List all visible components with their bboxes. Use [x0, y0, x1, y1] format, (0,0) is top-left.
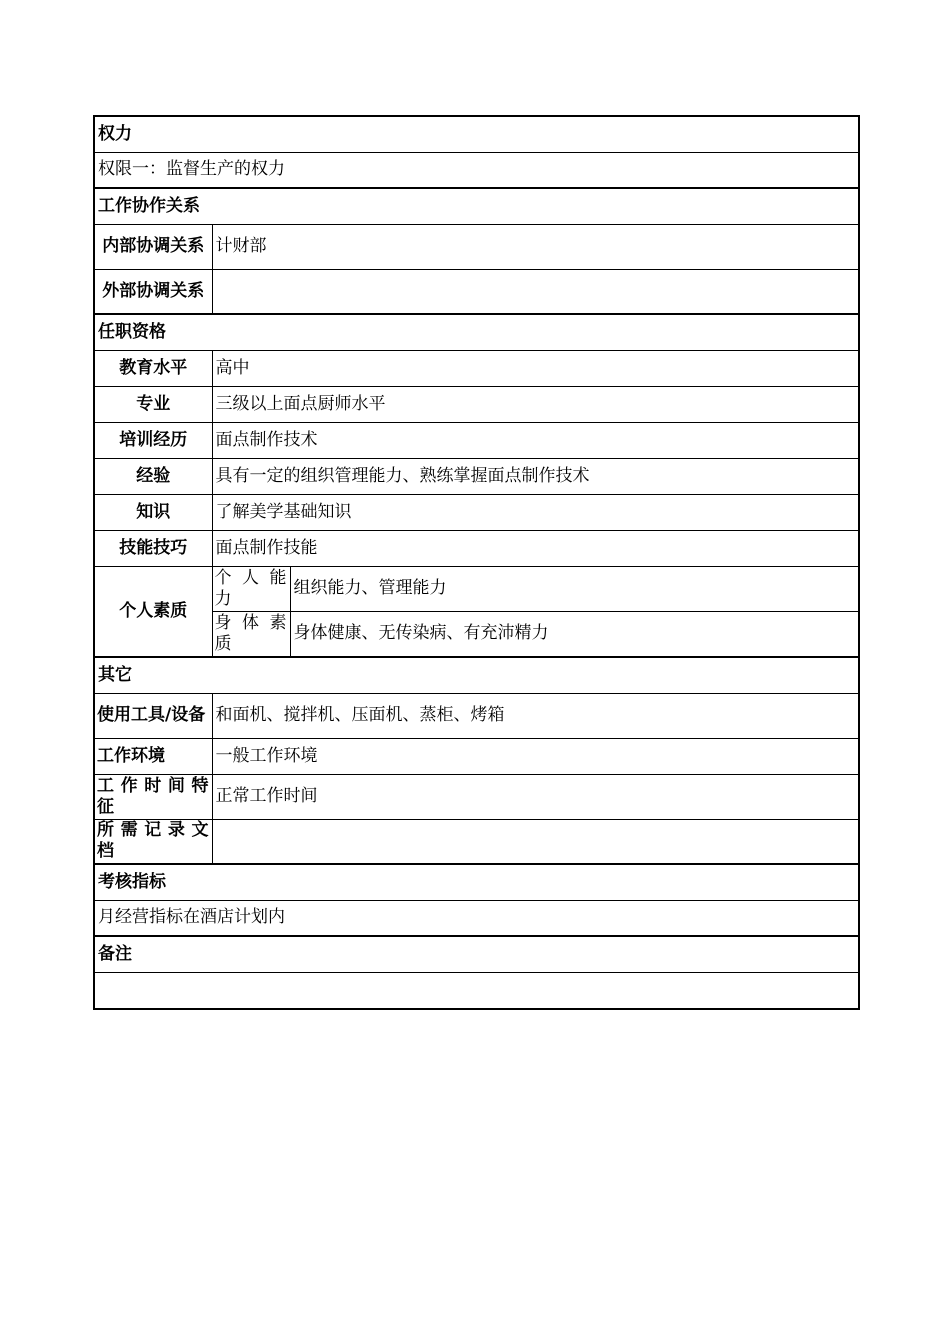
- skills-label: 技能技巧: [94, 530, 212, 566]
- tools-value: 和面机、搅拌机、压面机、蒸柜、烤箱: [212, 693, 859, 738]
- internal-coordination-row: [94, 224, 859, 269]
- job-description-table: [93, 115, 860, 1010]
- internal-coordination-label: 内部协调关系: [94, 224, 212, 269]
- internal-coordination-value: 计财部: [212, 224, 859, 269]
- remarks-row: [94, 972, 859, 1009]
- major-value: 三级以上面点厨师水平: [212, 386, 859, 422]
- work-time-row: [94, 774, 859, 819]
- training-row: [94, 422, 859, 458]
- environment-row: [94, 738, 859, 774]
- authority-content: 权限一：监督生产的权力: [94, 152, 859, 188]
- ability-value: 组织能力、管理能力: [290, 566, 859, 611]
- education-row: [94, 350, 859, 386]
- records-row: [94, 819, 859, 864]
- experience-label: 经验: [94, 458, 212, 494]
- section-qualifications: [94, 314, 859, 350]
- records-value: [212, 819, 859, 864]
- major-row: [94, 386, 859, 422]
- section-assessment: [94, 864, 859, 900]
- records-label: 所 需 记 录 文档: [94, 819, 212, 864]
- section-authority: [94, 116, 859, 152]
- section-heading: 工作协作关系: [94, 188, 859, 224]
- external-coordination-value: [212, 269, 859, 314]
- assessment-row: [94, 900, 859, 936]
- section-other: [94, 657, 859, 693]
- authority-row: [94, 152, 859, 188]
- external-coordination-row: [94, 269, 859, 314]
- knowledge-row: [94, 494, 859, 530]
- skills-value: 面点制作技能: [212, 530, 859, 566]
- personal-quality-label: 个人素质: [94, 566, 212, 657]
- physical-sublabel: 身 体 素质: [212, 611, 290, 657]
- work-time-value: 正常工作时间: [212, 774, 859, 819]
- major-label: 专业: [94, 386, 212, 422]
- section-heading: 其它: [94, 657, 859, 693]
- assessment-content: 月经营指标在酒店计划内: [94, 900, 859, 936]
- external-coordination-label: 外部协调关系: [94, 269, 212, 314]
- environment-label: 工作环境: [94, 738, 212, 774]
- tools-label: 使用工具/设备: [94, 693, 212, 738]
- knowledge-label: 知识: [94, 494, 212, 530]
- section-cooperation: [94, 188, 859, 224]
- experience-value: 具有一定的组织管理能力、熟练掌握面点制作技术: [212, 458, 859, 494]
- education-value: 高中: [212, 350, 859, 386]
- section-heading: 考核指标: [94, 864, 859, 900]
- ability-sublabel: 个 人 能力: [212, 566, 290, 611]
- experience-row: [94, 458, 859, 494]
- skills-row: [94, 530, 859, 566]
- tools-row: [94, 693, 859, 738]
- environment-value: 一般工作环境: [212, 738, 859, 774]
- education-label: 教育水平: [94, 350, 212, 386]
- work-time-label: 工 作 时 间 特征: [94, 774, 212, 819]
- section-heading: 任职资格: [94, 314, 859, 350]
- knowledge-value: 了解美学基础知识: [212, 494, 859, 530]
- remarks-content: [94, 972, 859, 1009]
- personal-ability-row: [94, 566, 859, 611]
- physical-value: 身体健康、无传染病、有充沛精力: [290, 611, 859, 657]
- training-value: 面点制作技术: [212, 422, 859, 458]
- section-heading: 备注: [94, 936, 859, 972]
- training-label: 培训经历: [94, 422, 212, 458]
- section-heading: 权力: [94, 116, 859, 152]
- section-remarks: [94, 936, 859, 972]
